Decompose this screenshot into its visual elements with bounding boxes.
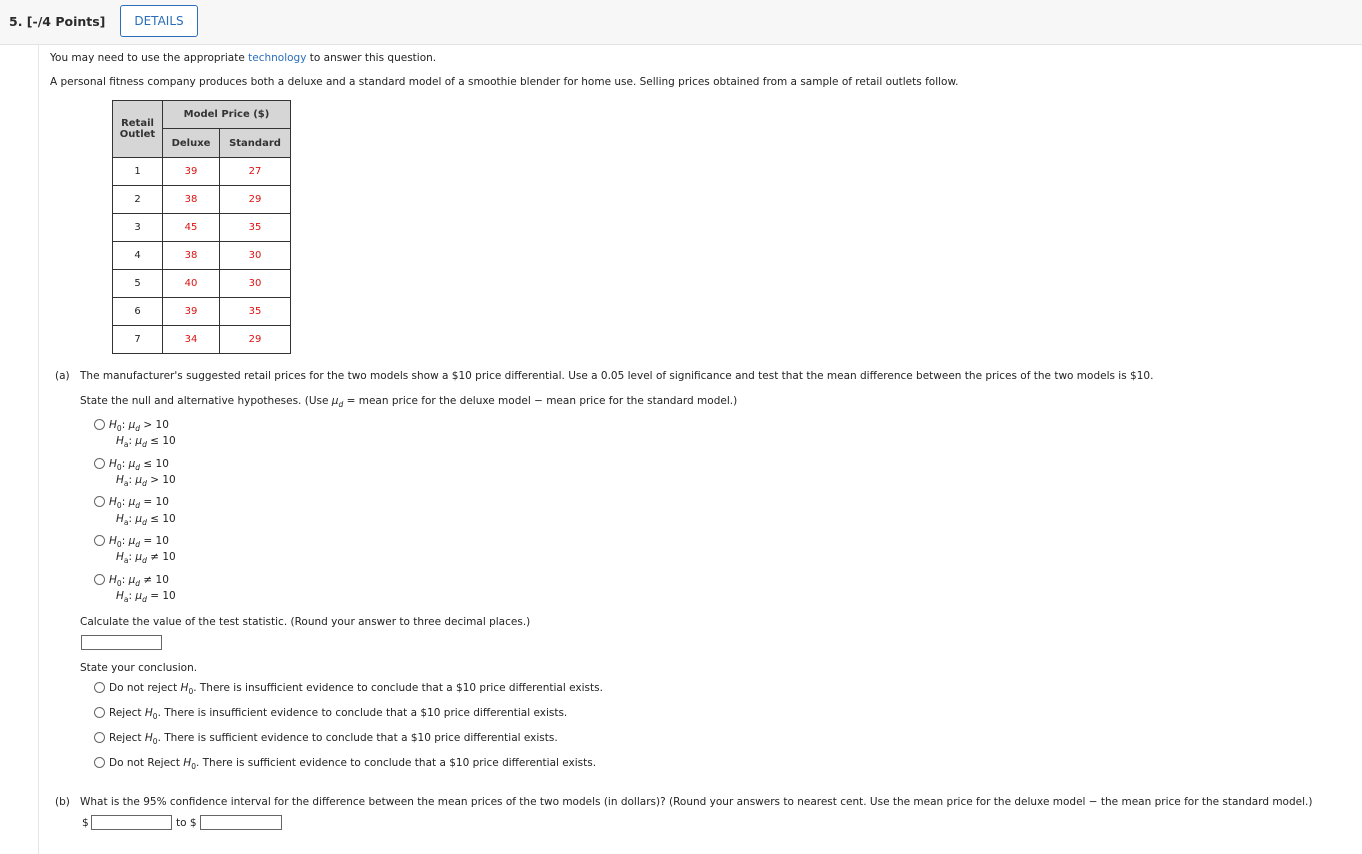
technology-note: You may need to use the appropriate technology to answer this question.: [50, 52, 437, 64]
price-table: [112, 100, 291, 354]
conclusion-option-1-label: Do not reject $H_0$. There is insufficient evidence to conclude that a $10 price differential exists.: [109, 682, 603, 697]
test-statistic-prompt: Calculate the value of the test statistic. (Round your answer to three decimal places.): [80, 616, 531, 628]
hypotheses-prompt: State the null and alternative hypotheses. (Use $\mu_d$ = mean price for the deluxe model − mean price for the standard model.): [80, 395, 738, 410]
col-retail-outlet: Retail Outlet: [113, 101, 163, 158]
hypothesis-option-2-radio[interactable]: [94, 458, 105, 469]
ci-upper-input[interactable]: [200, 815, 282, 830]
ci-lower-input[interactable]: [91, 815, 172, 830]
question-header: [0, 0, 1362, 45]
hypothesis-option-5-radio[interactable]: [94, 574, 105, 585]
table-row: 1 39 27: [113, 158, 291, 186]
conclusion-option-2-label: Reject $H_0$. There is insufficient evidence to conclude that a $10 price differential exists.: [109, 707, 568, 722]
hypothesis-option-4-radio[interactable]: [94, 535, 105, 546]
col-deluxe: Deluxe: [163, 129, 220, 158]
part-b-text: What is the 95% confidence interval for the difference between the mean prices of the two models (in dollars)? (Round your answers to nearest cent. Use the mean price for the deluxe model − the mean price for the standard model.): [80, 796, 1313, 808]
hypothesis-option-1-h0: $H_0$: $\mu_d > 10$: [109, 419, 169, 434]
hypothesis-option-3-radio[interactable]: [94, 496, 105, 507]
question-number: 5. [-/4 Points]: [9, 14, 106, 29]
table-row: 3 45 35: [113, 214, 291, 242]
conclusion-option-4-radio[interactable]: [94, 757, 105, 768]
details-button[interactable]: DETAILS: [120, 5, 198, 37]
hypothesis-option-2-h0: $H_0$: $\mu_d \le 10$: [109, 458, 169, 473]
conclusion-option-3-label: Reject $H_0$. There is sufficient evidence to conclude that a $10 price differential exists.: [109, 732, 558, 747]
hypothesis-option-3-h0: $H_0$: $\mu_d = 10$: [109, 496, 169, 511]
hypothesis-option-4-h0: $H_0$: $\mu_d = 10$: [109, 535, 169, 550]
table-row: 6 39 35: [113, 298, 291, 326]
technology-link[interactable]: technology: [248, 52, 307, 64]
table-row: 2 38 29: [113, 186, 291, 214]
part-b-label: (b): [55, 796, 70, 808]
part-a-label: (a): [55, 370, 70, 382]
hypothesis-option-1-ha: $H_a$: $\mu_d \le 10$: [116, 435, 176, 450]
hypothesis-option-5-h0: $H_0$: $\mu_d \ne 10$: [109, 574, 169, 589]
col-model-price: Model Price ($): [163, 101, 291, 129]
table-row: 5 40 30: [113, 270, 291, 298]
ci-lower-dollar: $: [82, 817, 89, 829]
hypothesis-option-5-ha: $H_a$: $\mu_d = 10$: [116, 590, 176, 605]
table-row: 7 34 29: [113, 326, 291, 354]
hypothesis-option-2-ha: $H_a$: $\mu_d > 10$: [116, 474, 176, 489]
hypothesis-option-1-radio[interactable]: [94, 419, 105, 430]
conclusion-option-1-radio[interactable]: [94, 682, 105, 693]
hypothesis-option-3-ha: $H_a$: $\mu_d \le 10$: [116, 513, 176, 528]
conclusion-prompt: State your conclusion.: [80, 662, 198, 674]
problem-statement: A personal fitness company produces both a deluxe and a standard model of a smoothie blender for home use. Selling prices obtained from a sample of retail outlets follow.: [50, 76, 959, 88]
table-row: 4 38 30: [113, 242, 291, 270]
conclusion-option-3-radio[interactable]: [94, 732, 105, 743]
test-statistic-input[interactable]: [81, 635, 162, 650]
conclusion-option-4-label: Do not Reject $H_0$. There is sufficient evidence to conclude that a $10 price differential exists.: [109, 757, 597, 772]
conclusion-option-2-radio[interactable]: [94, 707, 105, 718]
ci-to-label: to $: [176, 817, 197, 829]
hypothesis-option-4-ha: $H_a$: $\mu_d \ne 10$: [116, 551, 176, 566]
col-standard: Standard: [220, 129, 291, 158]
part-a-text: The manufacturer's suggested retail prices for the two models show a $10 price differential. Use a 0.05 level of significance and test that the mean difference between the prices of the two models is $10.: [80, 370, 1154, 382]
